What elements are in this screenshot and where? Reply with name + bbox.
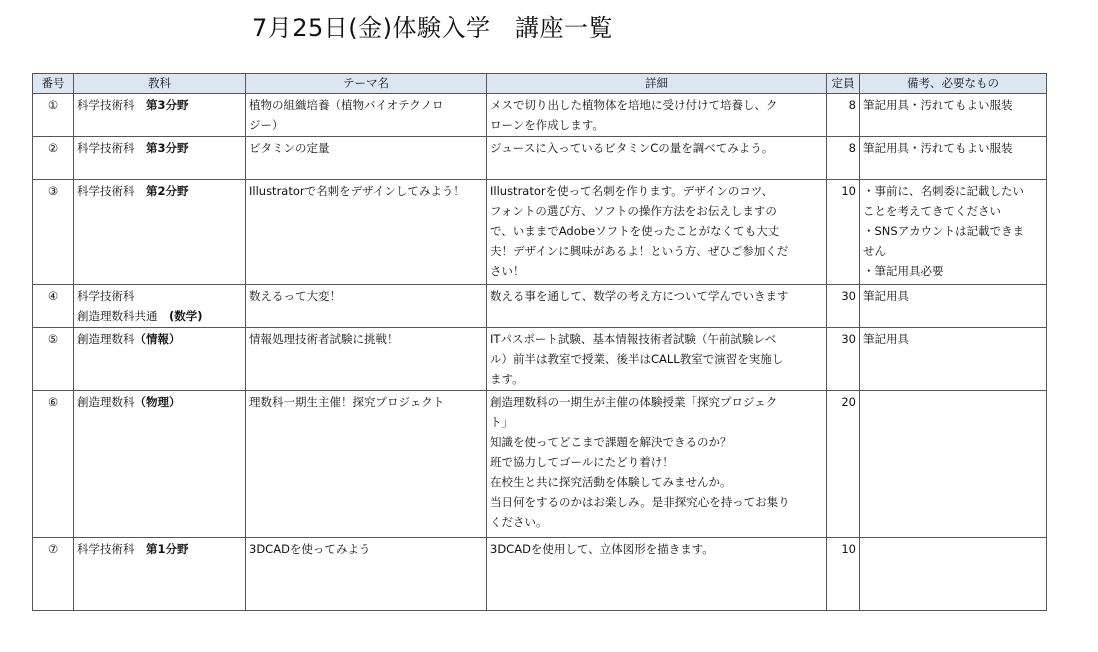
- subject-name: 科学技術科: [77, 184, 146, 198]
- subject-name: 科学技術科: [77, 98, 146, 112]
- details-line: ト」: [490, 415, 513, 429]
- details-line: さい！: [490, 264, 525, 278]
- details-line: Illustratorを使って名刺を作ります。デザインのコツ、: [490, 184, 774, 198]
- details-cell: [487, 285, 827, 328]
- theme-line: Illustratorで名刺をデザインしてみよう！: [249, 184, 465, 198]
- row-number: ⑤: [33, 328, 74, 391]
- subject-field: 第3分野: [146, 98, 189, 112]
- details-line: 当日何をするのかはお楽しみ。是非探究心を持ってお集り: [490, 495, 790, 509]
- theme-cell: [246, 137, 487, 180]
- notes-cell: [860, 137, 1047, 180]
- notes-line: せん: [863, 244, 886, 258]
- capacity-cell: 8: [827, 137, 860, 180]
- table-row: [33, 328, 1047, 391]
- subject-cell: [74, 285, 246, 328]
- notes-line: 筆記用具・汚れてもよい服装: [863, 141, 1013, 155]
- notes-cell: [860, 538, 1047, 611]
- subject-name: 創造理数科: [77, 395, 135, 409]
- details-cell: [487, 391, 827, 538]
- subject-cell: [74, 180, 246, 285]
- theme-line: ビタミンの定量: [249, 141, 330, 155]
- details-line: 夫！デザインに興味があるよ！という方、ぜひご参加くだ: [490, 244, 789, 258]
- row-number: ③: [33, 180, 74, 285]
- table-row: [33, 94, 1047, 137]
- subject-cell: [74, 137, 246, 180]
- details-line: ください。: [490, 515, 548, 529]
- subject-field: （物理）: [134, 395, 181, 409]
- row-number: ⑥: [33, 391, 74, 538]
- notes-line: ことを考えてきてください: [863, 204, 1001, 218]
- course-table: [32, 73, 1047, 611]
- header-details: 詳細: [487, 74, 827, 94]
- theme-line: 3DCADを使ってみよう: [249, 542, 371, 556]
- details-line: 3DCADを使用して、立体図形を描きます。: [490, 542, 714, 556]
- subject-name: 科学技術科: [77, 289, 135, 303]
- subject-cell: [74, 538, 246, 611]
- notes-line: ・事前に、名刺委に記載したい: [863, 184, 1024, 198]
- capacity-cell: 20: [827, 391, 860, 538]
- details-line: ITパスポート試験、基本情報技術者試験（午前試験レベ: [490, 332, 777, 346]
- theme-line: 理数科一期生主催！探究プロジェクト: [249, 395, 445, 409]
- capacity-cell: 30: [827, 285, 860, 328]
- header-capacity: 定員: [827, 74, 860, 94]
- subject-line: [77, 95, 242, 115]
- theme-cell: [246, 180, 487, 285]
- theme-cell: [246, 94, 487, 137]
- theme-cell: [246, 538, 487, 611]
- subject-name: 創造理数科: [77, 332, 135, 346]
- notes-cell: [860, 285, 1047, 328]
- subject-line: [77, 539, 242, 559]
- subject-cell: [74, 94, 246, 137]
- subject-cell: [74, 391, 246, 538]
- details-line: ル）前半は教室で授業、後半はCALL教室で演習を実施し: [490, 352, 784, 366]
- header-notes: 備考、必要なもの: [860, 74, 1047, 94]
- subject-name: 科学技術科: [77, 542, 146, 556]
- notes-line: 筆記用具: [863, 289, 909, 303]
- details-cell: [487, 180, 827, 285]
- subject-field: (数学): [169, 309, 203, 323]
- capacity-cell: 10: [827, 180, 860, 285]
- header-theme: テーマ名: [246, 74, 487, 94]
- details-line: 在校生と共に探究活動を体験してみませんか。: [490, 475, 732, 489]
- subject-field: 第3分野: [146, 141, 189, 155]
- theme-line: 数えるって大変！: [249, 289, 341, 303]
- notes-line: ・筆記用具必要: [863, 264, 944, 278]
- notes-cell: [860, 180, 1047, 285]
- subject-field: 第1分野: [146, 542, 189, 556]
- row-number: ④: [33, 285, 74, 328]
- row-number: ②: [33, 137, 74, 180]
- capacity-cell: 30: [827, 328, 860, 391]
- table-row: [33, 538, 1047, 611]
- details-cell: [487, 328, 827, 391]
- subject-name: 科学技術科: [77, 141, 146, 155]
- notes-cell: [860, 328, 1047, 391]
- details-line: 知識を使ってどこまで課題を解決できるのか？: [490, 435, 732, 449]
- subject-name: 創造理数科共通: [77, 309, 169, 323]
- row-number: ①: [33, 94, 74, 137]
- subject-line: [77, 181, 242, 201]
- subject-line: [77, 286, 242, 306]
- notes-cell: [860, 94, 1047, 137]
- table-row: [33, 180, 1047, 285]
- details-cell: [487, 538, 827, 611]
- subject-line: [77, 306, 242, 326]
- subject-field: （情報）: [134, 332, 181, 346]
- theme-line: ジー）: [249, 118, 284, 132]
- subject-cell: [74, 328, 246, 391]
- table-row: [33, 285, 1047, 328]
- details-line: で、いままでAdobeソフトを使ったことがなくても大丈: [490, 224, 780, 238]
- details-line: ジュースに入っているビタミンCの量を調べてみよう。: [490, 141, 774, 155]
- theme-cell: [246, 285, 487, 328]
- theme-cell: [246, 391, 487, 538]
- page-title: 7月25日(金)体験入学 講座一覧: [252, 14, 614, 42]
- details-line: フォントの選び方、ソフトの操作方法をお伝えしますの: [490, 204, 777, 218]
- details-cell: [487, 137, 827, 180]
- details-line: メスで切り出した植物体を培地に受け付けて培養し、ク: [490, 98, 778, 112]
- header-row: [33, 74, 1047, 94]
- details-line: 班で協力してゴールにたどり着け！: [490, 455, 674, 469]
- header-number: 番号: [33, 74, 74, 94]
- notes-line: 筆記用具: [863, 332, 909, 346]
- table-row: [33, 137, 1047, 180]
- subject-line: [77, 392, 242, 412]
- notes-line: ・SNSアカウントは記載できま: [863, 224, 1025, 238]
- theme-line: 情報処理技術者試験に挑戦！: [249, 332, 399, 346]
- details-line: 創造理数科の一期生が主催の体験授業「探究プロジェク: [490, 395, 778, 409]
- details-line: 数える事を通して、数学の考え方について学んでいきます: [490, 289, 789, 303]
- table-row: [33, 391, 1047, 538]
- theme-line: 植物の組織培養（植物バイオテクノロ: [249, 98, 444, 112]
- row-number: ⑦: [33, 538, 74, 611]
- subject-line: [77, 329, 242, 349]
- notes-cell: [860, 391, 1047, 538]
- theme-cell: [246, 328, 487, 391]
- subject-field: 第2分野: [146, 184, 189, 198]
- capacity-cell: 8: [827, 94, 860, 137]
- details-cell: [487, 94, 827, 137]
- details-line: ローンを作成します。: [490, 118, 604, 132]
- notes-line: 筆記用具・汚れてもよい服装: [863, 98, 1013, 112]
- details-line: ます。: [490, 372, 524, 386]
- capacity-cell: 10: [827, 538, 860, 611]
- header-subject: 教科: [74, 74, 246, 94]
- subject-line: [77, 138, 242, 158]
